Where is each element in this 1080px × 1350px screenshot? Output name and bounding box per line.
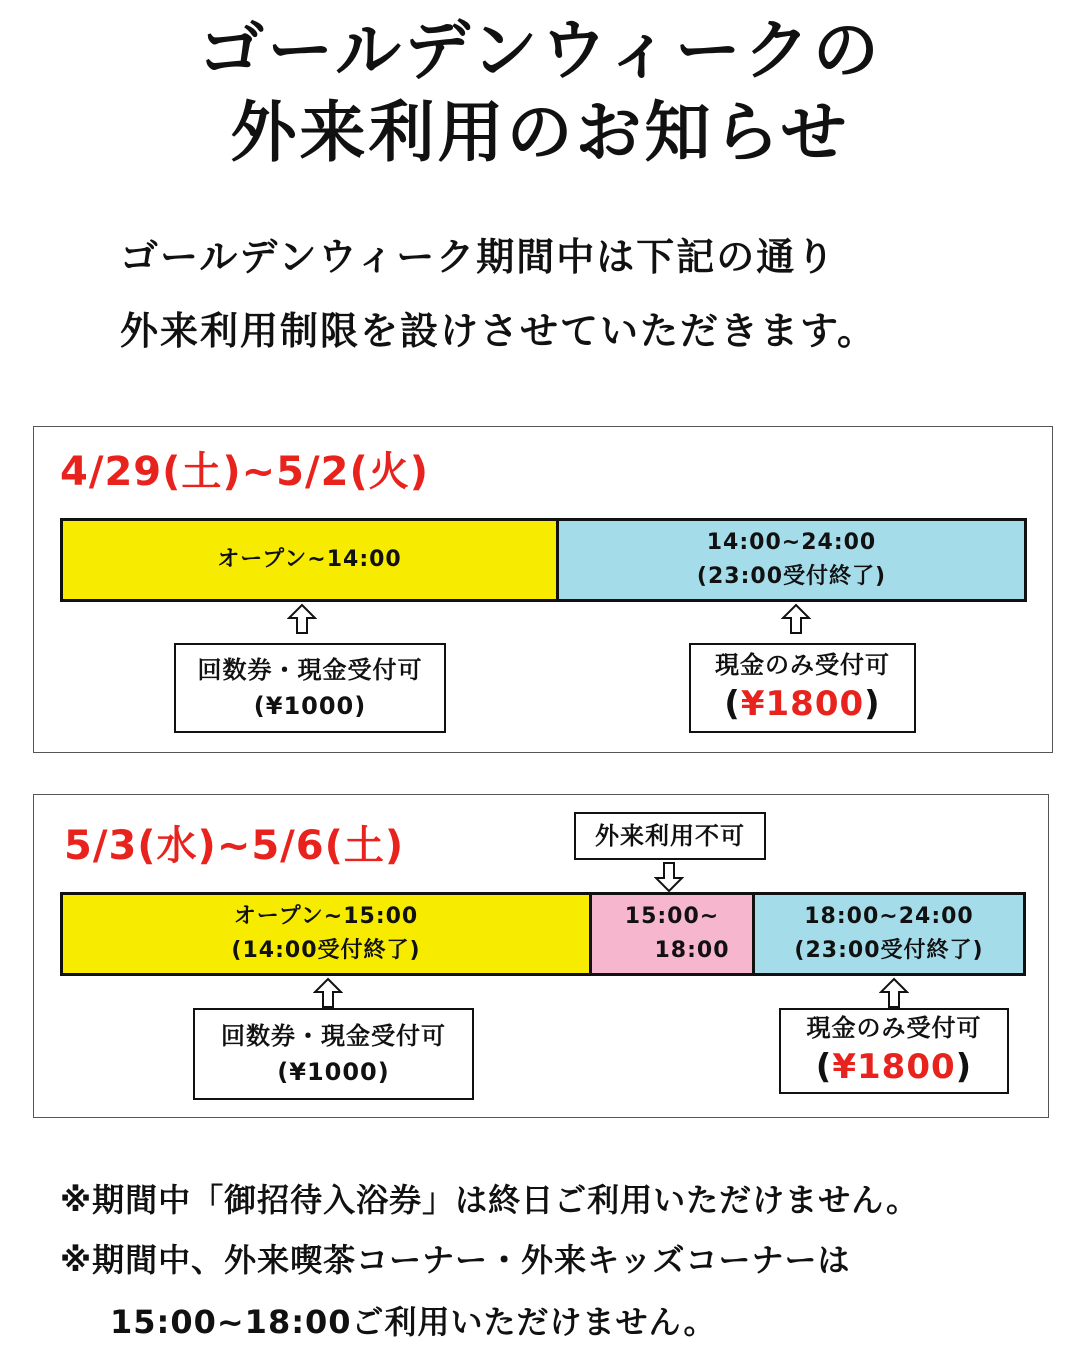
box-label: 回数券・現金受付可 — [197, 656, 423, 684]
segment-sublabel: 18:00 — [654, 938, 730, 963]
unavailable-label: 外来利用不可 — [595, 822, 745, 850]
period-1-segment-late — [556, 521, 1024, 599]
period-2-cash-box — [779, 1008, 1009, 1094]
down-arrow-icon — [654, 861, 684, 893]
box-price: (¥1000) — [277, 1058, 390, 1086]
price-value: ¥1800 — [740, 683, 865, 724]
page-title-line-2: 外来利用のお知らせ — [230, 94, 850, 171]
price-paren-open: ( — [815, 1046, 833, 1087]
segment-label: 14:00~24:00 — [706, 529, 877, 555]
box-price: (¥1000) — [253, 692, 367, 720]
segment-sublabel: (23:00受付終了) — [696, 564, 887, 589]
segment-sublabel: (23:00受付終了) — [794, 938, 984, 963]
unavailable-label-box — [574, 812, 766, 860]
intro-text-line-2: 外来利用制限を設けさせていただきます。 — [120, 309, 877, 353]
intro-text-line-1: ゴールデンウィーク期間中は下記の通り — [120, 235, 837, 279]
segment-sublabel: (14:00受付終了) — [231, 938, 421, 963]
period-2-segment-closed — [589, 895, 752, 973]
price-paren-close: ) — [955, 1046, 973, 1087]
price-value: ¥1800 — [832, 1046, 956, 1087]
note-line-3: 15:00~18:00ご利用いただけません。 — [110, 1303, 717, 1341]
up-arrow-icon — [781, 603, 811, 635]
box-label: 現金のみ受付可 — [806, 1014, 982, 1043]
note-line-1: ※期間中「御招待入浴券」は終日ご利用いただけません。 — [60, 1181, 920, 1219]
segment-label: オープン~14:00 — [217, 546, 402, 572]
period-1-dates: 4/29(土)~5/2(火) — [60, 449, 430, 495]
page-title-line-1: ゴールデンウィークの — [198, 12, 882, 89]
box-price — [724, 682, 880, 726]
period-1-segment-open — [63, 521, 556, 599]
period-1-coupon-box — [174, 643, 446, 733]
box-label: 現金のみ受付可 — [715, 651, 890, 680]
segment-label: 15:00~ — [624, 903, 720, 929]
up-arrow-icon — [879, 977, 909, 1009]
box-label: 回数券・現金受付可 — [221, 1022, 446, 1050]
period-2-dates: 5/3(水)~5/6(土) — [64, 823, 405, 869]
period-1-timeline-bar — [60, 518, 1027, 602]
price-paren-open: ( — [724, 683, 741, 724]
period-2-coupon-box — [193, 1008, 474, 1100]
period-1-cash-box — [689, 643, 916, 733]
period-2-segment-open — [63, 895, 589, 973]
up-arrow-icon — [287, 603, 317, 635]
period-2-segment-late — [752, 895, 1023, 973]
box-price — [816, 1045, 972, 1089]
segment-label: 18:00~24:00 — [804, 903, 974, 929]
period-2-timeline-bar — [60, 892, 1026, 976]
price-paren-close: ) — [864, 683, 881, 724]
up-arrow-icon — [313, 977, 343, 1009]
segment-label: オープン~15:00 — [233, 903, 419, 929]
note-line-2: ※期間中、外来喫茶コーナー・外来キッズコーナーは — [60, 1241, 851, 1279]
